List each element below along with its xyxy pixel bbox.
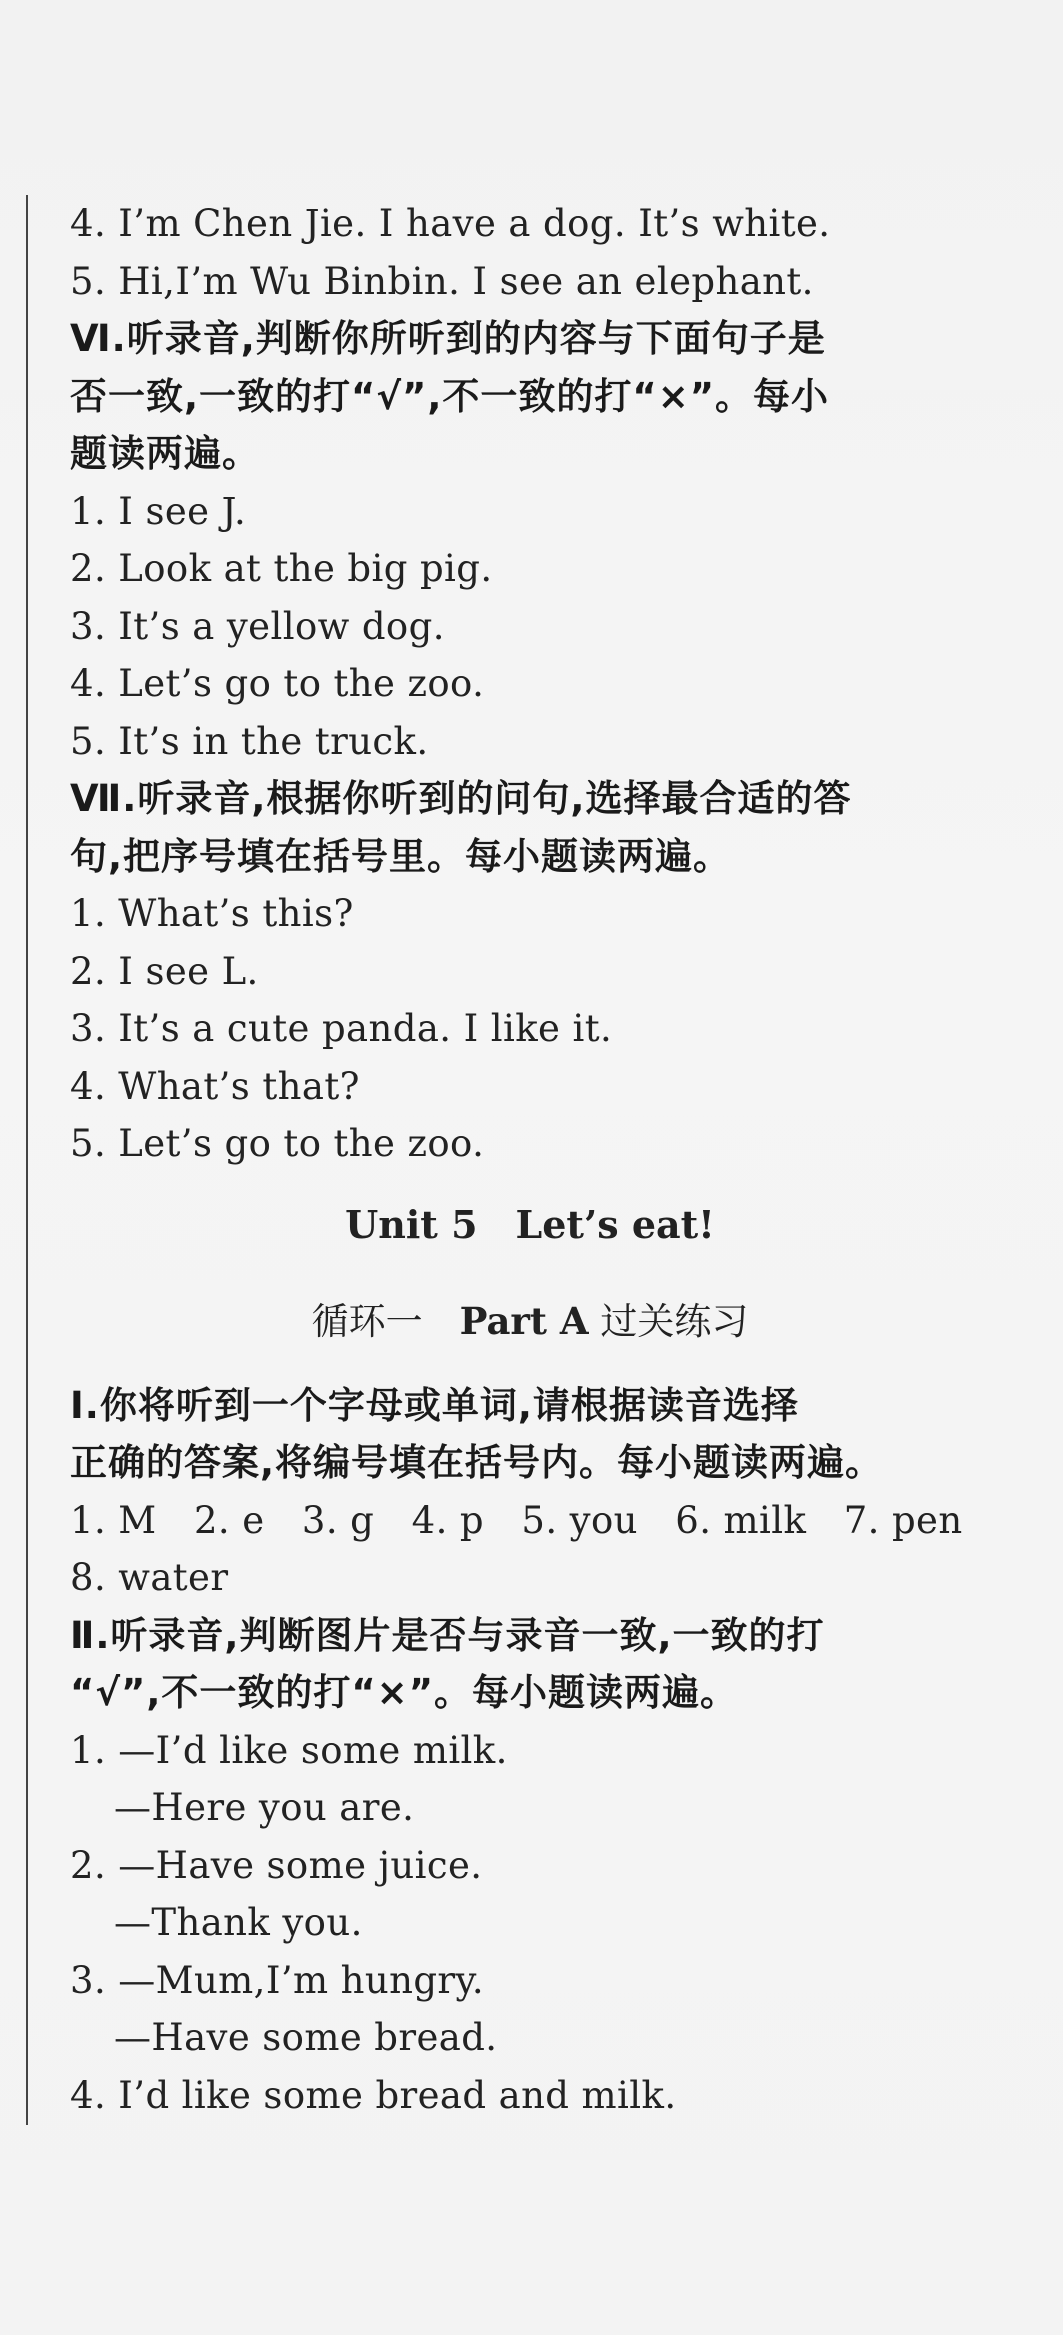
section-vii-item-1: 1. What’s this?	[70, 892, 354, 935]
section-i-items-line-2: 8. water	[70, 1556, 229, 1599]
section-ii-item-1: 1. —I’d like some milk.	[70, 1728, 508, 1772]
section-vii-item-4: 4. What’s that?	[70, 1064, 360, 1108]
section-i-items-line-1: 1. M 2. e 3. g 4. p 5. you 6. milk 7. pen	[70, 1498, 963, 1542]
section-vii-heading-line-2: 句,把序号填在括号里。每小题读两遍。	[70, 834, 732, 878]
section-ii-heading-line-1: Ⅱ.听录音,判断图片是否与录音一致,一致的打	[70, 1613, 825, 1657]
section-vii-item-5: 5. Let’s go to the zoo.	[70, 1122, 485, 1165]
section-i-heading-line-1: Ⅰ.你将听到一个字母或单词,请根据读音选择	[70, 1383, 799, 1427]
section-vi-heading-line-2: 否一致,一致的打“√”,不一致的打“×”。每小	[70, 374, 830, 418]
circuit-title-suffix: 过关练习	[588, 1299, 749, 1343]
section-vi-item-5: 5. It’s in the truck.	[70, 719, 429, 763]
section-i-heading-line-2: 正确的答案,将编号填在括号内。每小题读两遍。	[70, 1441, 884, 1484]
answer-script-text	[70, 195, 1030, 2124]
section-ii-item-3: 3. —Mum,I’m hungry.	[70, 1958, 485, 2002]
section-ii-item-3-reply: —Have some bread.	[114, 2016, 498, 2059]
circuit-title	[70, 1275, 1030, 1367]
section-ii-item-2-reply: —Thank you.	[114, 1901, 363, 1944]
section-ii-item-4: 4. I’d like some bread and milk.	[70, 2073, 677, 2117]
section-v-item-5: 5. Hi,I’m Wu Binbin. I see an elephant.	[70, 259, 814, 303]
section-v-item-4: 4. I’m Chen Jie. I have a dog. It’s white.	[70, 202, 831, 245]
section-vii-item-2: 2. I see L.	[70, 949, 259, 993]
section-vii-item-3: 3. It’s a cute panda. I like it.	[70, 1007, 613, 1050]
section-ii-item-1-reply: —Here you are.	[114, 1786, 415, 1829]
section-ii-item-2: 2. —Have some juice.	[70, 1843, 483, 1887]
section-vii-heading-line-1: Ⅶ.听录音,根据你听到的问句,选择最合适的答	[70, 777, 852, 820]
circuit-title-prefix: 循环一	[311, 1299, 460, 1343]
section-vi-item-2: 2. Look at the big pig.	[70, 547, 493, 590]
margin-rule	[26, 195, 28, 2125]
section-vi-item-3: 3. It’s a yellow dog.	[70, 604, 445, 648]
section-vi-heading-line-3: 题读两遍。	[70, 432, 260, 475]
section-vi-item-1: 1. I see J.	[70, 489, 247, 533]
circuit-title-part: Part A	[459, 1298, 589, 1343]
section-ii-heading-line-2: “√”,不一致的打“×”。每小题读两遍。	[70, 1671, 739, 1714]
section-vi-item-4: 4. Let’s go to the zoo.	[70, 662, 485, 705]
unit-title: Unit 5 Let’s eat!	[345, 1201, 715, 1247]
section-vi-heading-line-1: Ⅵ.听录音,判断你所听到的内容与下面句子是	[70, 317, 826, 360]
